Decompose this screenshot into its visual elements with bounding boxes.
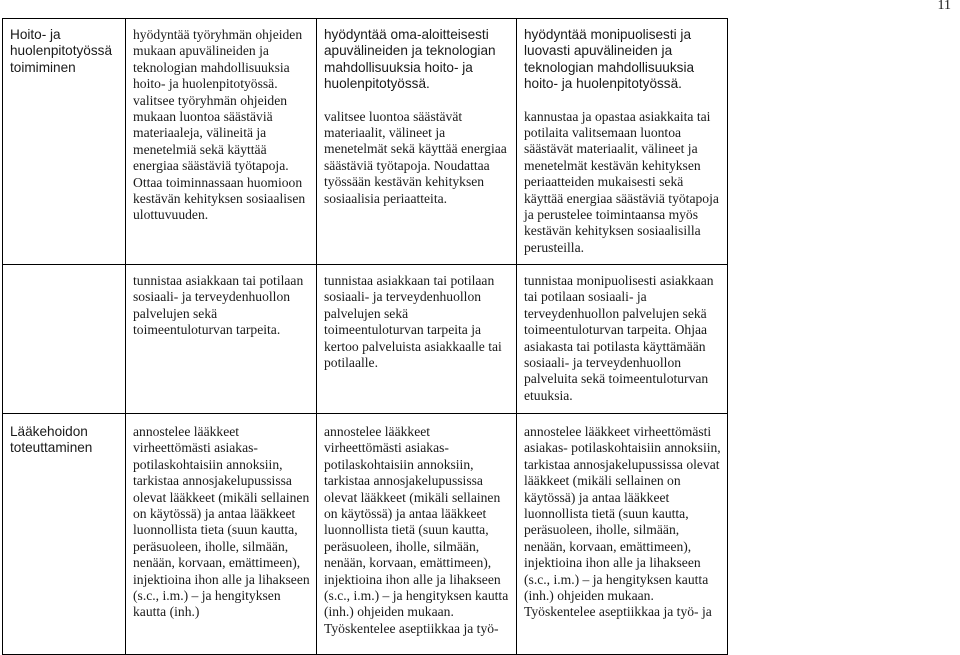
page-number: 11 <box>937 0 951 13</box>
level-satisfactory-cell <box>126 414 317 655</box>
criterion-text: tunnistaa monipuolisesti asiakkaan tai potilaan sosiaali- ja terveydenhuollon palvelujen sekä toimeentuloturvan tarpeita. Ohjaa asiakasta tai potilasta käyttämään sosiaali- ja terveydenhuollon palveluita sekä toimeentuloturvan etuuksia. <box>524 273 714 403</box>
criterion-text: hyödyntää monipuolisesti ja luovasti apuvälineiden ja teknologian mahdollisuuksia hoito- ja huolenpitotyössä. <box>524 27 695 92</box>
competence-area-label: Hoito- ja huolenpitotyössä toimiminen <box>10 27 113 75</box>
criterion-text: annostelee lääkkeet virheettömästi asiakas-potilaskohtaisiin annoksiin, tarkistaa annosjakelupussissa olevat lääkkeet (mikäli sellainen on käytössä) ja antaa lääkkeet luonnollista tietä (suun kautta, peräsuoleen, iholle, silmään, nenään, korvaan, emättimeen), injektioina ihon alle ja lihakseen (s.c., i.m.) – ja hengityksen kautta (inh.) ohjeiden mukaan. Työskentelee aseptiikkaa ja työ- <box>324 424 509 636</box>
level-good-cell <box>317 19 517 265</box>
assessment-criteria-table <box>2 18 958 655</box>
criterion-text: tunnistaa asiakkaan tai potilaan sosiaali- ja terveydenhuollon palvelujen sekä toimeentuloturvan tarpeita. <box>133 273 304 338</box>
table-row <box>3 19 958 265</box>
level-excellent-cell <box>517 414 728 655</box>
criterion-text: hyödyntää oma-aloitteisesti apuvälineiden ja teknologian mahdollisuuksia hoito- ja huolenpitotyössä. <box>324 27 496 92</box>
competence-area-label: Lääkehoidon toteuttaminen <box>10 424 93 456</box>
competence-area-cell <box>3 414 126 655</box>
criterion-text: kannustaa ja opastaa asiakkaita tai potilaita valitsemaan luontoa säästävät materiaalit, välineet ja menetelmät kestävän kehityksen periaatteiden mukaisesti sekä käyttää energiaa säästäviä työtapoja ja perustelee toimintaansa myös kestävän kehityksen sosiaalisilla perusteilla. <box>524 108 719 255</box>
competence-area-cell <box>3 19 126 265</box>
criterion-text: valitsee työryhmän ohjeiden mukaan luontoa säästäviä materiaaleja, välineitä ja menetelmiä sekä käyttää energiaa säästäviä työtapoja. Ottaa toiminnassaan huomioon kestävän kehityksen sosiaalisen ulottuvuuden. <box>133 92 306 223</box>
table-row <box>3 414 958 655</box>
level-good-cell <box>317 265 517 414</box>
competence-area-cell <box>3 265 126 414</box>
level-satisfactory-cell <box>126 265 317 414</box>
criterion-text: annostelee lääkkeet virheettömästi asiakas- potilaskohtaisiin annoksiin, tarkistaa annosjakelupussissa olevat lääkkeet (mikäli sellainen on käytössä) ja antaa lääkkeet luonnollista tietä (suun kautta, peräsuoleen, iholle, silmään, nenään, korvaan, emättimeen), injektioina ihon alle ja lihakseen (s.c., i.m.) – ja hengityksen kautta (inh.) ohjeiden mukaan. Työskentelee aseptiikkaa ja työ- ja <box>524 424 721 620</box>
level-satisfactory-cell <box>126 19 317 265</box>
criterion-text: annostelee lääkkeet virheettömästi asiakas-potilaskohtaisiin annoksiin, tarkistaa annosjakelupussissa olevat lääkkeet (mikäli sellainen on käytössä) ja antaa lääkkeet luonnollista tieta (suun kautta, peräsuoleen, iholle, silmään, nenään, korvaan, emättimeen), injektioina ihon alle ja lihakseen (s.c., i.m.) – ja hengityksen kautta (inh.) <box>133 424 310 620</box>
level-good-cell <box>317 414 517 655</box>
table-row <box>3 265 958 414</box>
level-excellent-cell <box>517 19 728 265</box>
criterion-text: tunnistaa asiakkaan tai potilaan sosiaali- ja terveydenhuollon palvelujen sekä toimeentuloturvan tarpeita ja kertoo palveluista asiakkaalle tai potilaalle. <box>324 273 502 371</box>
criterion-text: valitsee luontoa säästävät materiaalit, välineet ja menetelmät sekä käyttää energiaa säästäviä työtapoja. Noudattaa työssään kestävän kehityksen sosiaalisia periaatteita. <box>324 108 507 206</box>
criterion-text: hyödyntää työryhmän ohjeiden mukaan apuvälineiden ja teknologian mahdollisuuksia hoito- ja huolenpitotyössä. <box>133 27 303 92</box>
level-excellent-cell <box>517 265 728 414</box>
